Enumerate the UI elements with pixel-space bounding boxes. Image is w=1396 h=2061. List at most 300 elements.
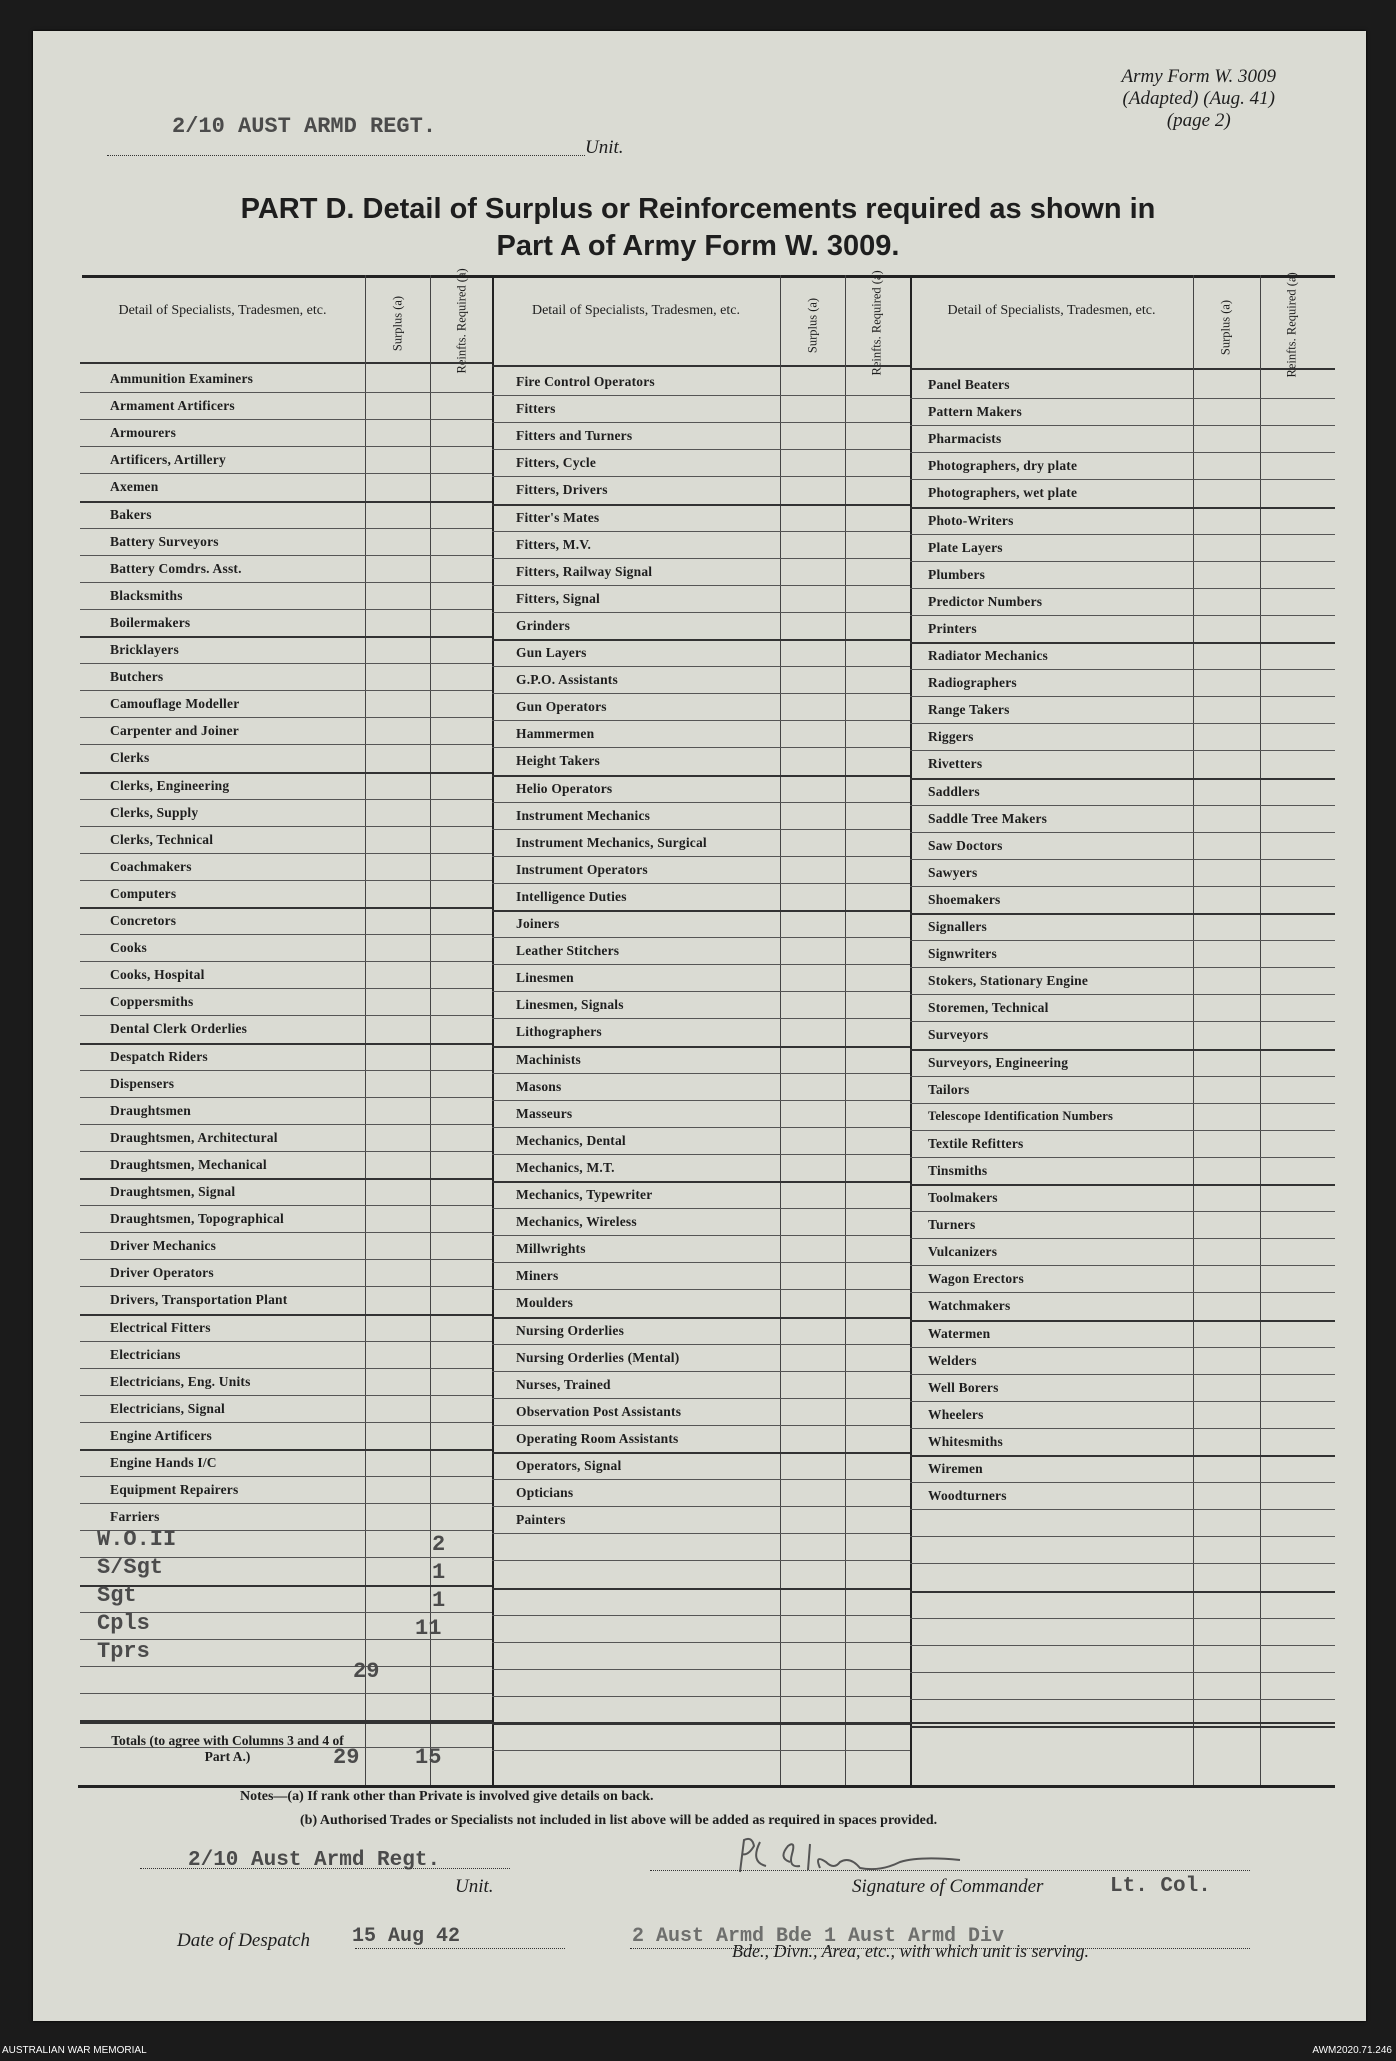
signature-unit-line	[140, 1868, 510, 1869]
row-line	[80, 1015, 492, 1016]
row-line	[80, 1422, 492, 1423]
trade-item: Gun Layers	[516, 645, 587, 660]
row-line	[492, 422, 910, 423]
trade-item: Toolmakers	[928, 1190, 998, 1205]
trade-item: Well Borers	[928, 1379, 999, 1395]
unit-label: Unit.	[585, 137, 624, 158]
row-line	[80, 988, 492, 989]
row-line	[492, 1452, 910, 1454]
row-line	[492, 1100, 910, 1101]
trade-item: Radiator Mechanics	[928, 648, 1048, 663]
row-line	[492, 1127, 910, 1128]
trade-item: Lithographers	[516, 1024, 602, 1040]
trade-item: Mechanics, Typewriter	[516, 1187, 653, 1202]
trade-item: Leather Stitchers	[516, 943, 620, 959]
footer-left: AUSTRALIAN WAR MEMORIAL	[2, 2045, 147, 2056]
row-line	[910, 1238, 1335, 1239]
detail-header: Detail of Specialists, Tradesmen, etc.	[118, 303, 327, 318]
row-line	[910, 1049, 1335, 1051]
row-line	[910, 723, 1335, 724]
row-line	[910, 398, 1335, 399]
trade-item: Nurses, Trained	[516, 1376, 611, 1392]
typed-required: 1	[432, 1560, 446, 1585]
trade-item: Axemen	[110, 479, 159, 495]
row-line	[910, 940, 1335, 941]
trade-item: Observation Post Assistants	[516, 1403, 682, 1419]
trade-item: Nursing Orderlies (Mental)	[516, 1349, 680, 1365]
title-line-1: PART D. Detail of Surplus or Reinforcements required as shown in	[240, 193, 1156, 225]
row-line	[492, 964, 910, 965]
row-line	[910, 1184, 1335, 1186]
row-line	[910, 967, 1335, 968]
trade-item: Ammunition Examiners	[110, 371, 254, 386]
row-line	[910, 1265, 1335, 1266]
row-line	[80, 636, 492, 638]
trade-item: Dental Clerk Orderlies	[110, 1021, 248, 1037]
row-line	[492, 395, 910, 396]
row-line	[80, 880, 492, 881]
trade-item: Range Takers	[928, 702, 1010, 718]
trade-item: Radiographers	[928, 675, 1017, 691]
trade-item: Nursing Orderlies	[516, 1322, 625, 1338]
trade-item: Surveyors, Engineering	[928, 1054, 1069, 1070]
row-line	[910, 1320, 1335, 1322]
row-line	[492, 1615, 910, 1616]
row-line	[492, 775, 910, 777]
trade-item: Painters	[516, 1512, 566, 1528]
trade-item: Miners	[516, 1268, 559, 1284]
row-line	[910, 778, 1335, 780]
row-line	[492, 1398, 910, 1399]
trade-item: Vulcanizers	[928, 1244, 998, 1260]
trade-item: Driver Operators	[110, 1265, 214, 1281]
row-line	[80, 1070, 492, 1071]
row-line	[492, 1208, 910, 1209]
signature-line	[650, 1870, 1250, 1871]
row-line	[492, 1289, 910, 1290]
trade-item: Clerks, Engineering	[110, 777, 230, 793]
trade-item: Opticians	[516, 1485, 574, 1501]
title-line-2: Part A of Army Form W. 3009.	[496, 230, 900, 262]
trade-item: Bakers	[110, 506, 152, 522]
typed-rank: W.O.II	[97, 1527, 177, 1552]
totals-required: 15	[415, 1745, 442, 1770]
row-line	[910, 1292, 1335, 1293]
row-line	[910, 1103, 1335, 1104]
row-line	[80, 1232, 492, 1233]
header-divider	[910, 368, 1335, 370]
row-line	[80, 1124, 492, 1125]
row-line	[80, 690, 492, 691]
trade-item: Shoemakers	[928, 891, 1001, 907]
header-divider	[492, 365, 910, 367]
row-line	[910, 1726, 1335, 1728]
typed-required: 1	[432, 1588, 446, 1613]
signature-unit-typed: 2/10 Aust Armd Regt.	[188, 1849, 441, 1872]
row-line	[910, 913, 1335, 915]
row-line	[80, 1286, 492, 1287]
row-line	[492, 991, 910, 992]
row-line	[80, 1449, 492, 1451]
trade-item: Masons	[516, 1078, 562, 1094]
row-line	[910, 886, 1335, 887]
row-line	[80, 1341, 492, 1342]
row-line	[492, 585, 910, 586]
row-line	[80, 473, 492, 474]
trade-item: Instrument Operators	[516, 861, 648, 877]
trade-item: Turners	[928, 1217, 976, 1233]
trade-item: Mechanics, M.T.	[516, 1159, 615, 1175]
trade-item: Fitters, Railway Signal	[516, 563, 653, 579]
trade-item: Fitters, Drivers	[516, 482, 608, 498]
row-line	[492, 747, 910, 748]
row-line	[492, 1696, 910, 1697]
trade-item: Signallers	[928, 919, 988, 934]
row-line	[80, 1666, 492, 1667]
row-line	[80, 501, 492, 503]
row-line	[492, 1479, 910, 1480]
trade-item: Tailors	[928, 1081, 970, 1097]
trade-item: Computers	[110, 885, 177, 901]
trade-item: Carpenter and Joiner	[110, 723, 239, 739]
row-line	[80, 961, 492, 962]
row-line	[80, 799, 492, 800]
row-line	[80, 1395, 492, 1396]
row-line	[80, 717, 492, 718]
row-line	[492, 1750, 910, 1751]
trade-item: Battery Surveyors	[110, 533, 219, 549]
row-line	[910, 1563, 1335, 1564]
trade-item: Height Takers	[516, 753, 600, 769]
row-line	[80, 663, 492, 664]
trade-item: Fitters and Turners	[516, 428, 633, 444]
trade-item: Woodturners	[928, 1488, 1007, 1504]
totals-line	[910, 1722, 1335, 1724]
row-line	[910, 1076, 1335, 1077]
row-line	[910, 805, 1335, 806]
row-line	[910, 642, 1335, 644]
trade-item: Machinists	[516, 1051, 582, 1067]
trade-item: Signwriters	[928, 946, 997, 962]
trade-item: Millwrights	[516, 1241, 586, 1257]
surplus-column-line	[780, 275, 781, 1785]
trade-item: Blacksmiths	[110, 587, 183, 603]
row-line	[910, 1672, 1335, 1673]
row-line	[492, 1317, 910, 1319]
row-line	[80, 1476, 492, 1477]
trade-item: Watchmakers	[928, 1298, 1011, 1314]
trade-item: Saddle Tree Makers	[928, 810, 1048, 826]
trade-item: Electricians, Eng. Units	[110, 1373, 251, 1389]
row-line	[492, 531, 910, 532]
row-line	[910, 1591, 1335, 1593]
row-line	[492, 1262, 910, 1263]
trade-item: Fitters, Signal	[516, 590, 600, 606]
trade-item: Camouflage Modeller	[110, 696, 240, 712]
trade-item: Electricians, Signal	[110, 1400, 225, 1416]
unit-typed: 2/10 AUST ARMD REGT.	[172, 114, 437, 139]
trade-item: Wiremen	[928, 1461, 983, 1476]
trade-item: Pattern Makers	[928, 404, 1022, 420]
trade-item: Storemen, Technical	[928, 1000, 1049, 1016]
row-line	[910, 1455, 1335, 1457]
surplus-header: Surplus (a)	[805, 297, 820, 354]
row-line	[492, 1181, 910, 1183]
row-line	[910, 507, 1335, 509]
row-line	[492, 1235, 910, 1236]
trade-item: Dispensers	[110, 1075, 175, 1091]
totals-line	[492, 1722, 910, 1724]
row-line	[910, 669, 1335, 670]
trade-item: Fitters, Cycle	[516, 455, 597, 471]
trade-item: Predictor Numbers	[928, 593, 1043, 609]
trade-item: Joiners	[516, 916, 560, 931]
trade-item: Linesmen	[516, 970, 574, 986]
trade-item: Coppersmiths	[110, 994, 194, 1010]
trade-item: Mechanics, Dental	[516, 1132, 626, 1148]
row-line	[910, 1401, 1335, 1402]
row-line	[910, 1157, 1335, 1158]
row-line	[910, 1347, 1335, 1348]
row-line	[492, 612, 910, 613]
row-line	[492, 1560, 910, 1561]
row-line	[492, 1018, 910, 1019]
trade-item: Draughtsmen, Topographical	[110, 1211, 284, 1227]
row-line	[492, 504, 910, 506]
trade-item: Whitesmiths	[928, 1433, 1003, 1449]
trade-item: Masseurs	[516, 1105, 573, 1121]
row-line	[80, 1503, 492, 1504]
row-line	[80, 1097, 492, 1098]
section-divider	[910, 275, 912, 1785]
row-line	[910, 1021, 1335, 1022]
row-line	[492, 910, 910, 912]
trade-item: Plumbers	[928, 566, 986, 582]
row-line	[492, 1669, 910, 1670]
row-line	[910, 588, 1335, 589]
totals-label: Totals (to agree with Columns 3 and 4 of Part A.)	[111, 1733, 344, 1764]
row-line	[910, 425, 1335, 426]
row-line	[910, 479, 1335, 480]
row-line	[492, 802, 910, 803]
trade-item: Engine Hands I/C	[110, 1455, 217, 1470]
trade-item: Tinsmiths	[928, 1162, 988, 1178]
trade-item: Operators, Signal	[516, 1458, 622, 1473]
trade-item: Gun Operators	[516, 699, 607, 715]
row-line	[910, 1509, 1335, 1510]
row-line	[80, 772, 492, 774]
trade-item: Farriers	[110, 1509, 160, 1525]
trade-item: Artificers, Artillery	[110, 452, 226, 468]
date-line	[355, 1948, 565, 1949]
row-line	[910, 859, 1335, 860]
trade-item: G.P.O. Assistants	[516, 672, 618, 688]
surplus-header: Surplus (a)	[1218, 299, 1233, 356]
formation-label: Bde., Divn., Area, etc., with which unit is serving.	[732, 1941, 1089, 1961]
handwritten-signature	[730, 1832, 1030, 1882]
table-top-border	[82, 275, 1335, 278]
trade-item: Concretors	[110, 913, 177, 928]
row-line	[492, 449, 910, 450]
trade-item: Photographers, dry plate	[928, 458, 1078, 474]
row-line	[492, 1533, 910, 1534]
row-line	[80, 419, 492, 420]
trade-item: Photographers, wet plate	[928, 485, 1078, 501]
footer-right: AWM2020.71.246	[1312, 2045, 1392, 2056]
row-line	[80, 744, 492, 745]
row-line	[492, 1506, 910, 1507]
row-line	[492, 1073, 910, 1074]
typed-required: 2	[432, 1532, 446, 1557]
trade-item: Cooks	[110, 940, 148, 956]
row-line	[80, 1314, 492, 1316]
trade-item: Linesmen, Signals	[516, 997, 624, 1013]
row-line	[492, 666, 910, 667]
trade-item: Clerks, Technical	[110, 831, 214, 847]
trade-item: Grinders	[516, 617, 571, 633]
note-b: (b) Authorised Trades or Specialists not included in list above will be added as required in spaces provided.	[300, 1813, 938, 1828]
form-identifier	[1122, 66, 1276, 132]
row-line	[910, 1482, 1335, 1483]
row-line	[80, 1151, 492, 1152]
row-line	[910, 696, 1335, 697]
trade-item: Helio Operators	[516, 780, 613, 796]
trade-item: Electrical Fitters	[110, 1319, 211, 1335]
row-line	[492, 937, 910, 938]
typed-surplus: 29	[353, 1659, 380, 1684]
row-line	[910, 1374, 1335, 1375]
trade-item: Stokers, Stationary Engine	[928, 973, 1089, 989]
row-line	[492, 476, 910, 477]
row-line	[492, 883, 910, 884]
row-line	[910, 1536, 1335, 1537]
reinfts-column-line	[1260, 275, 1261, 1785]
trade-item: Mechanics, Wireless	[516, 1214, 637, 1230]
typed-rank: Tprs	[97, 1639, 150, 1664]
row-line	[80, 582, 492, 583]
row-line	[910, 832, 1335, 833]
row-line	[910, 452, 1335, 453]
unit-dotted-line	[107, 155, 585, 156]
section-divider	[492, 275, 494, 1785]
row-line	[80, 609, 492, 610]
trade-item: Riggers	[928, 729, 974, 745]
surplus-header: Surplus (a)	[390, 295, 405, 352]
row-line	[492, 1425, 910, 1426]
trade-item: Equipment Repairers	[110, 1482, 239, 1498]
trade-item: Draughtsmen, Signal	[110, 1184, 236, 1199]
trade-item: Photo-Writers	[928, 512, 1014, 528]
row-line	[910, 534, 1335, 535]
trade-item: Printers	[928, 620, 977, 636]
trade-item: Armament Artificers	[110, 398, 235, 414]
trade-item: Engine Artificers	[110, 1427, 213, 1443]
row-line	[80, 826, 492, 827]
row-line	[80, 1585, 492, 1587]
row-line	[910, 1130, 1335, 1131]
row-line	[910, 750, 1335, 751]
trade-item: Operating Room Assistants	[516, 1430, 679, 1446]
form-adapted: (Adapted) (Aug. 41)	[1122, 88, 1275, 109]
row-line	[492, 720, 910, 721]
formation-typed: 2 Aust Armd Bde 1 Aust Armd Div	[632, 1925, 1005, 1948]
trade-item: Saddlers	[928, 783, 980, 799]
surplus-column-line	[1193, 275, 1194, 1785]
trade-item: Battery Comdrs. Asst.	[110, 560, 242, 576]
reinfts-header: Reinfts. Required (a)	[869, 270, 884, 376]
trade-item: Textile Refitters	[928, 1135, 1024, 1151]
row-line	[80, 1043, 492, 1045]
form-page: (page 2)	[1166, 110, 1231, 131]
trade-item: Boilermakers	[110, 614, 191, 630]
form-number: Army Form W. 3009	[1121, 66, 1276, 87]
row-line	[492, 1154, 910, 1155]
row-line	[492, 1588, 910, 1590]
row-line	[492, 829, 910, 830]
trade-item: Hammermen	[516, 726, 595, 742]
typed-required: 11	[415, 1616, 442, 1641]
date-typed: 15 Aug 42	[352, 1925, 461, 1948]
detail-header: Detail of Specialists, Tradesmen, etc.	[531, 303, 741, 318]
trade-item: Butchers	[110, 669, 164, 685]
trade-item: Cooks, Hospital	[110, 967, 205, 983]
row-line	[80, 446, 492, 447]
row-line	[492, 1046, 910, 1048]
trade-item: Driver Mechanics	[110, 1238, 217, 1254]
note-a: Notes—(a) If rank other than Private is involved give details on back.	[240, 1789, 654, 1804]
trade-item: Draughtsmen, Mechanical	[110, 1156, 267, 1172]
trade-item: Welders	[928, 1352, 977, 1368]
trade-item: Bricklayers	[110, 642, 179, 657]
trade-item: Intelligence Duties	[516, 888, 627, 904]
row-line	[80, 1259, 492, 1260]
row-line	[80, 907, 492, 909]
trade-item: Instrument Mechanics, Surgical	[516, 834, 707, 850]
trade-item: Wagon Erectors	[928, 1271, 1024, 1287]
row-line	[492, 1344, 910, 1345]
totals-line	[80, 1722, 492, 1724]
totals-surplus: 29	[333, 1745, 360, 1770]
trade-item: Moulders	[516, 1295, 574, 1311]
reinfts-header: Reinfts. Required (a)	[454, 268, 469, 374]
trade-item: Fitters, M.V.	[516, 536, 592, 552]
typed-rank: S/Sgt	[97, 1555, 164, 1580]
row-line	[80, 1368, 492, 1369]
trade-item: Watermen	[928, 1325, 991, 1341]
table-bottom-border	[78, 1785, 1335, 1788]
trade-item: Despatch Riders	[110, 1048, 208, 1064]
row-line	[80, 1693, 492, 1694]
trade-item: Fitter's Mates	[516, 509, 600, 525]
row-line	[910, 994, 1335, 995]
row-line	[910, 1211, 1335, 1212]
row-line	[80, 853, 492, 854]
row-line	[492, 639, 910, 641]
row-line	[910, 1618, 1335, 1619]
trade-item: Telescope Identification Numbers	[928, 1108, 1114, 1123]
trade-item: Fitters	[516, 401, 556, 417]
trade-item: Draughtsmen	[110, 1102, 191, 1118]
row-line	[492, 856, 910, 857]
row-line	[80, 392, 492, 393]
row-line	[910, 1645, 1335, 1646]
row-line	[80, 555, 492, 556]
row-line	[910, 615, 1335, 616]
typed-rank: Sgt	[97, 1583, 137, 1608]
row-line	[80, 528, 492, 529]
trade-item: Clerks, Supply	[110, 804, 199, 820]
trade-item: Sawyers	[928, 864, 978, 880]
